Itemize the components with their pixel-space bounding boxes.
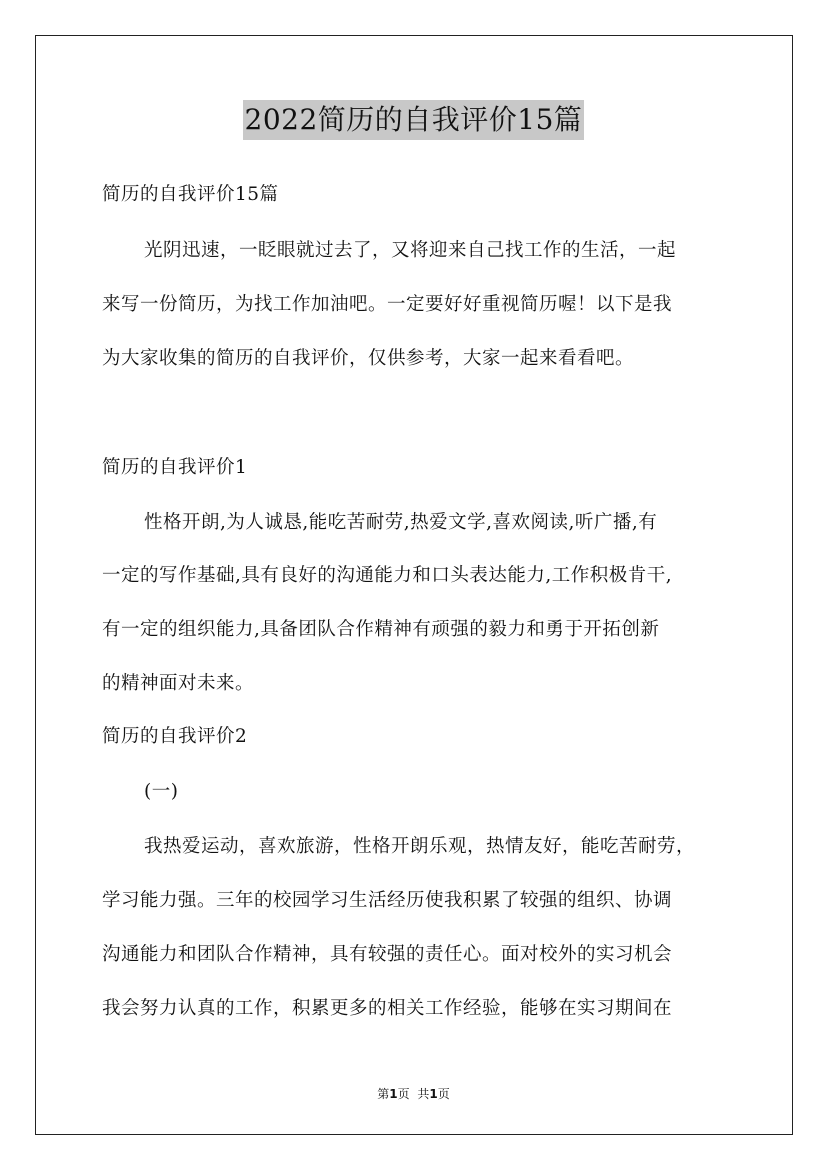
paragraph-line: 的精神面对未来。 xyxy=(102,673,255,694)
total-suffix: 页 xyxy=(437,1087,450,1101)
page-number: 1 xyxy=(389,1087,398,1101)
paragraph-line: 光阴迅速，一眨眼就过去了，又将迎来自己找工作的生活，一起 xyxy=(144,240,677,261)
paragraph-line: 我会努力认真的工作，积累更多的相关工作经验，能够在实习期间在 xyxy=(102,998,673,1019)
total-prefix: 共 xyxy=(417,1087,430,1101)
document-title: 2022简历的自我评价15篇 xyxy=(243,100,585,140)
title-container xyxy=(0,100,827,140)
paragraph-line: 性格开朗,为人诚恳,能吃苦耐劳,热爱文学,喜欢阅读,听广播,有 xyxy=(144,512,658,533)
paragraph-line: (一) xyxy=(144,781,179,802)
paragraph-line: 我热爱运动，喜欢旅游，性格开朗乐观，热情友好，能吃苦耐劳， xyxy=(144,836,696,857)
paragraph-line: 来写一份简历，为找工作加油吧。一定要好好重视简历喔！以下是我 xyxy=(102,294,673,315)
section-heading: 简历的自我评价1 xyxy=(102,457,248,478)
paragraph-line: 为大家收集的简历的自我评价，仅供参考，大家一起来看看吧。 xyxy=(102,348,635,369)
section-heading: 简历的自我评价15篇 xyxy=(102,184,279,205)
section-heading: 简历的自我评价2 xyxy=(102,726,248,747)
paragraph-line: 有一定的组织能力,具备团队合作精神有顽强的毅力和勇于开拓创新 xyxy=(102,619,660,640)
page-footer xyxy=(0,1085,827,1102)
paragraph-line: 学习能力强。三年的校园学习生活经历使我积累了较强的组织、协调 xyxy=(102,890,673,911)
page-suffix: 页 xyxy=(397,1087,410,1101)
page-prefix: 第 xyxy=(377,1087,390,1101)
paragraph-line: 一定的写作基础,具有良好的沟通能力和口头表达能力,工作积极肯干, xyxy=(102,565,673,586)
total-pages: 1 xyxy=(429,1087,438,1101)
paragraph-line: 沟通能力和团队合作精神，具有较强的责任心。面对校外的实习机会 xyxy=(102,944,673,965)
